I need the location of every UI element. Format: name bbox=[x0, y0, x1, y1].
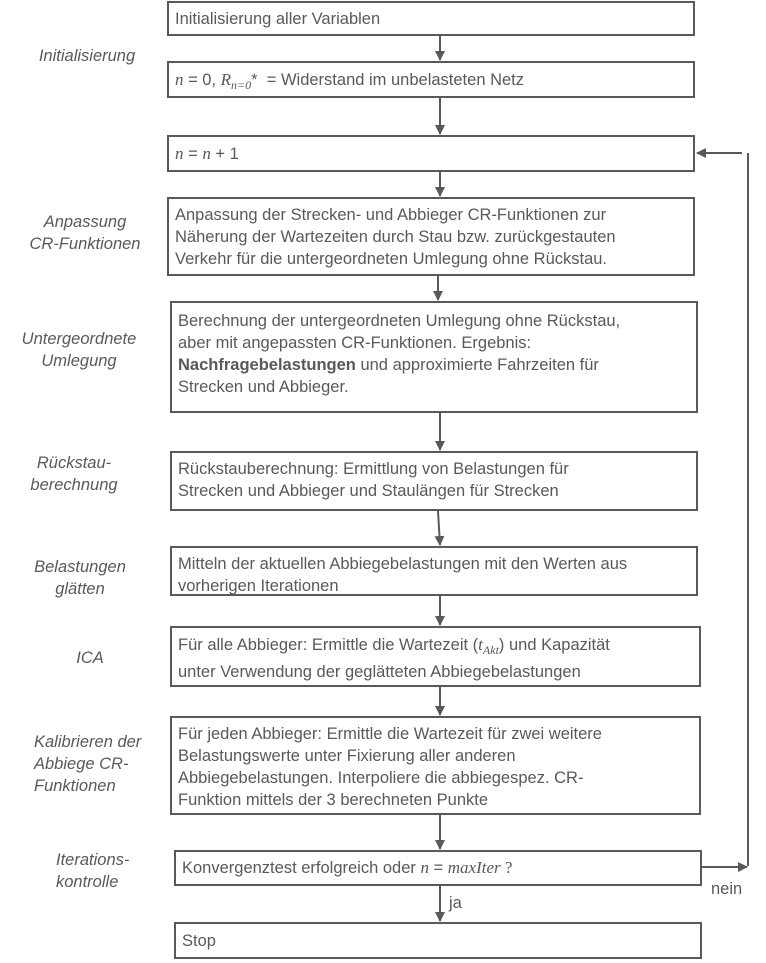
edge-label-nein: nein bbox=[711, 880, 743, 898]
edge-label-ja: ja bbox=[449, 894, 462, 912]
var-n: n bbox=[175, 70, 184, 89]
phase-label-untergeordnete-umlegung: Untergeordnete Umlegung bbox=[21, 330, 137, 370]
phase-label-anpassung-cr: Anpassung CR-Funktionen bbox=[29, 213, 141, 253]
phase-label-belastungen-glaetten: Belastungen glätten bbox=[34, 558, 126, 598]
phase-label-rueckstauberechnung: Rückstau- berechnung bbox=[30, 454, 118, 494]
step-ica: Für alle Abbieger: Ermittle die Wartezeit $(t_{Akt})$ und Kapazität unter Verwendung der geglätteten Abbiegebelastungen bbox=[170, 626, 701, 687]
phase-label-kalibrieren: Kalibrieren der Abbiege CR- Funktionen bbox=[34, 733, 142, 795]
phase-label-iterationskontrolle: Iterations- kontrolle bbox=[56, 851, 130, 891]
step-sub-assignment: Berechnung der untergeordneten Umlegung ohne Rückstau, aber mit angepassten CR-Funktionen. Ergebnis: Nachfragebelastungen und approximierte Fahrzeiten für Strecken und Abbieger. bbox=[170, 301, 698, 413]
phase-label-initialisierung: Initialisierung bbox=[38, 47, 136, 65]
arrow-s6-s7 bbox=[438, 511, 440, 545]
step-n-zero: n = 0, $R_{n=0}*$ = Widerstand im unbelasteten Netz bbox=[167, 61, 695, 98]
var-r: R bbox=[220, 70, 232, 89]
step-calibrate-turn-cr: Für jeden Abbieger: Ermittle die Wartezeit für zwei weitere Belastungswerte unter Fixierung aller anderen Abbiegebelastungen. Interpoliere die abbiegespez. CR- Funktion mittels der 3 berechneten Punkte bbox=[170, 716, 701, 815]
step-convergence-test: Konvergenztest erfolgreich oder n = maxIter ? bbox=[174, 850, 702, 886]
step-backlog-calculation: Rückstauberechnung: Ermittlung von Belastungen für Strecken und Abbieger und Staulängen für Strecken bbox=[170, 451, 698, 511]
step-init-variables: Initialisierung aller Variablen bbox=[167, 1, 695, 36]
step-adjust-cr-functions: Anpassung der Strecken- und Abbieger CR-Funktionen zur Näherung der Wartezeiten durch Stau bzw. zurückgestauten Verkehr für die untergeordneten Umlegung ohne Rückstau. bbox=[167, 197, 695, 276]
phase-label-ica: ICA bbox=[76, 649, 104, 667]
step-stop: Stop bbox=[174, 922, 702, 959]
step-smooth-volumes: Mitteln der aktuellen Abbiegebelastungen mit den Werten aus vorherigen Iterationen bbox=[170, 546, 698, 596]
step-n-increment: n = n + 1 bbox=[167, 135, 695, 172]
